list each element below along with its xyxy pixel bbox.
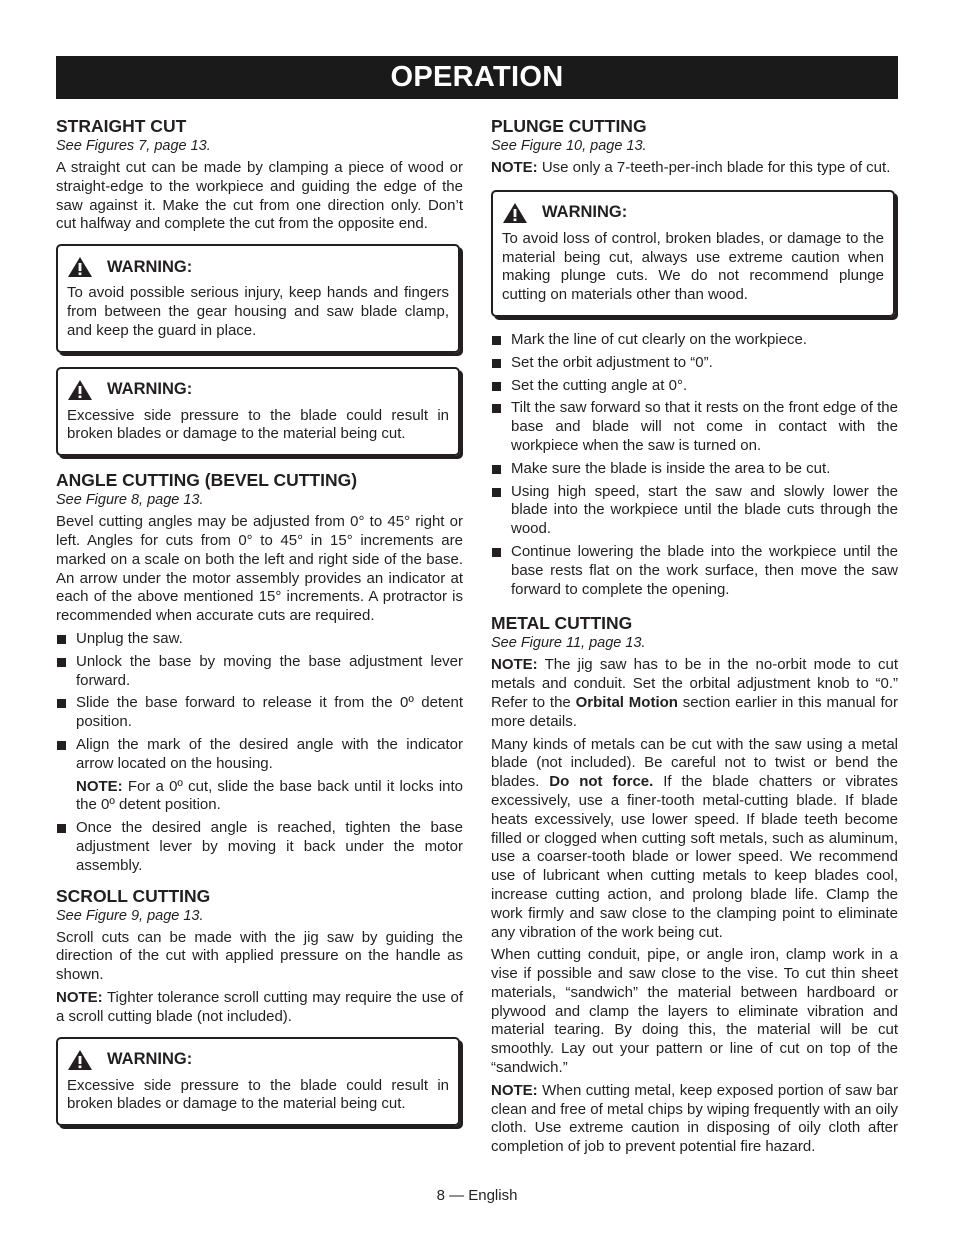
bullet-square-icon [492, 548, 501, 557]
plunge-cutting-note: NOTE: Use only a 7-teeth-per-inch blade for this type of cut. [491, 159, 891, 176]
angle-cutting-heading: ANGLE CUTTING (BEVEL CUTTING) [56, 470, 358, 491]
list-item: Make sure the blade is inside the area to be cut. [491, 460, 898, 479]
warning-box-hands [56, 244, 460, 352]
bullet-square-icon [57, 658, 66, 667]
list-item: Once the desired angle is reached, tighten the base adjustment lever by moving it back under the motor assembly. [56, 819, 463, 875]
warning-label: WARNING: [107, 1050, 193, 1068]
angle-cutting-note: NOTE: For a 0º cut, slide the base back until it locks into the 0º detent position. [76, 777, 463, 814]
metal-cutting-figure-ref: See Figure 11, page 13. [491, 635, 646, 652]
list-item: Unplug the saw. [56, 630, 463, 649]
bullet-square-icon [57, 824, 66, 833]
warning-label: WARNING: [542, 203, 628, 222]
straight-cut-body: A straight cut can be made by clamping a piece of wood or straight-edge to the workpiece and guiding the edge of the saw against it. Make the cut from one direction only. Don’t cut halfway and complete the cut from the opposite end. [56, 159, 463, 233]
warning-label: WARNING: [107, 380, 193, 399]
plunge-cutting-heading: PLUNGE CUTTING [491, 116, 647, 136]
warning-box-scroll [56, 1037, 460, 1127]
list-item: Slide the base forward to release it from the 0º detent position. [56, 694, 463, 732]
list-item: Align the mark of the desired angle with the indicator arrow located on the housing. NOTE: For a 0º cut, slide the base back until it locks into the 0º detent position. [56, 736, 463, 815]
metal-cutting-note-orbit: NOTE: The jig saw has to be in the no-orbit mode to cut metals and conduit. Set the orbital adjustment knob to “0.” Refer to the Orbital Motion section earlier in this manual for more details. [491, 656, 899, 730]
left-column [56, 116, 463, 1140]
list-item: Unlock the base by moving the base adjustment lever forward. [56, 653, 463, 691]
metal-cutting-body: Many kinds of metals can be cut with the saw using a metal blade (not included). Be careful not to twist or bend the blades. Do not force. If the blade chatters or vibrates excessively, use a finer-tooth metal-cutting blade. If blade heats excessively, use lower speed. If blade teeth become filled or clogged when cutting soft metals, such as aluminum, use a coarser-tooth blade or lower speed. We recommend use of lubricant when cutting metals to keep blades cool, increase cutting action, and prolong blade life. Clamp the work firmly and saw close to the clamping point to eliminate any vibration of the work being cut. [491, 735, 898, 941]
bullet-square-icon [492, 465, 501, 474]
straight-cut-section [56, 116, 463, 234]
scroll-cutting-section [56, 886, 463, 1027]
metal-cutting-section [491, 613, 898, 1157]
metal-cutting-heading: METAL CUTTING [491, 613, 633, 634]
angle-cutting-steps [56, 630, 463, 876]
bullet-square-icon [57, 635, 66, 644]
bullet-square-icon [492, 488, 501, 497]
warning-label: WARNING: [107, 257, 193, 276]
bullet-square-icon [57, 741, 66, 750]
angle-cutting-body: Bevel cutting angles may be adjusted from 0° to 45° right or left. Angles for cuts from 0° to 45° in 15° increments are marked on a scale on both the left and right side of the base. An arrow under the motor assembly provides an indicator at each of the above mentioned 15° increments. A protractor is recommended when accurate cuts are required. [56, 513, 463, 625]
scroll-cutting-body: Scroll cuts can be made with the jig saw by guiding the direction of the cut with applied pressure on the handle as shown. [56, 928, 463, 984]
list-item: Tilt the saw forward so that it rests on the front edge of the base and blade will not come in contact with the workpiece when the saw is turned on. [491, 399, 898, 455]
list-item: Continue lowering the blade into the workpiece until the base rests flat on the work surface, then move the saw forward to complete the opening. [491, 543, 898, 599]
angle-cutting-section [56, 470, 463, 875]
scroll-cutting-heading: SCROLL CUTTING [56, 885, 211, 906]
angle-cutting-figure-ref: See Figure 8, page 13. [56, 492, 204, 509]
straight-cut-figure-ref: See Figures 7, page 13. [56, 138, 211, 154]
list-item: Mark the line of cut clearly on the workpiece. [491, 331, 898, 350]
warning-triangle-icon [67, 1049, 93, 1071]
metal-cutting-note-cleaning: NOTE: When cutting metal, keep exposed portion of saw bar clean and free of metal chips by wiping frequently with an oily cloth. Use extreme caution in disposing of oily cloth after completion of job to prevent potential fire hazard. [491, 1081, 898, 1156]
plunge-cutting-steps [491, 331, 898, 599]
plunge-cutting-figure-ref: See Figure 10, page 13. [491, 138, 647, 154]
bullet-square-icon [492, 382, 501, 391]
list-item: Set the orbit adjustment to “0”. [491, 354, 898, 373]
warning-box-side-pressure [56, 367, 460, 457]
bullet-square-icon [492, 359, 501, 368]
warning-triangle-icon [502, 202, 528, 224]
scroll-cutting-note: NOTE: Tighter tolerance scroll cutting may require the use of a scroll cutting blade (not included). [56, 988, 463, 1025]
warning-text: To avoid possible serious injury, keep hands and fingers from between the gear housing and saw blade clamp, and keep the guard in place. [67, 284, 449, 339]
plunge-cutting-section [491, 116, 898, 178]
warning-text: Excessive side pressure to the blade could result in broken blades or damage to the material being cut. [67, 1076, 449, 1113]
page-title: OPERATION [56, 56, 898, 99]
warning-text: Excessive side pressure to the blade could result in broken blades or damage to the material being cut. [67, 406, 449, 443]
warning-triangle-icon [67, 379, 93, 401]
list-item: Set the cutting angle at 0°. [491, 377, 898, 396]
straight-cut-heading: STRAIGHT CUT [56, 116, 187, 136]
bullet-square-icon [492, 336, 501, 345]
scroll-cutting-figure-ref: See Figure 9, page 13. [56, 907, 204, 924]
warning-triangle-icon [67, 256, 93, 278]
bullet-square-icon [57, 699, 66, 708]
warning-box-plunge [491, 190, 895, 317]
bullet-square-icon [492, 404, 501, 413]
list-item: Using high speed, start the saw and slowly lower the blade into the workpiece until the blade cuts through the wood. [491, 483, 898, 539]
warning-text: To avoid loss of control, broken blades, or damage to the material being cut, always use extreme caution when making plunge cuts. We do not recommend plunge cutting on materials other than wood. [502, 229, 884, 304]
page-footer: 8 — English [436, 1187, 518, 1204]
right-column [491, 116, 898, 1167]
metal-cutting-conduit: When cutting conduit, pipe, or angle iron, clamp work in a vise if possible and saw close to the vise. To cut thin sheet materials, “sandwich” the material between hardboard or plywood and clamp the layers to eliminate vibration and material tearing. By doing this, the material will be cut smoothly. Lay out your pattern or line of cut on top of the “sandwich.” [491, 946, 898, 1077]
